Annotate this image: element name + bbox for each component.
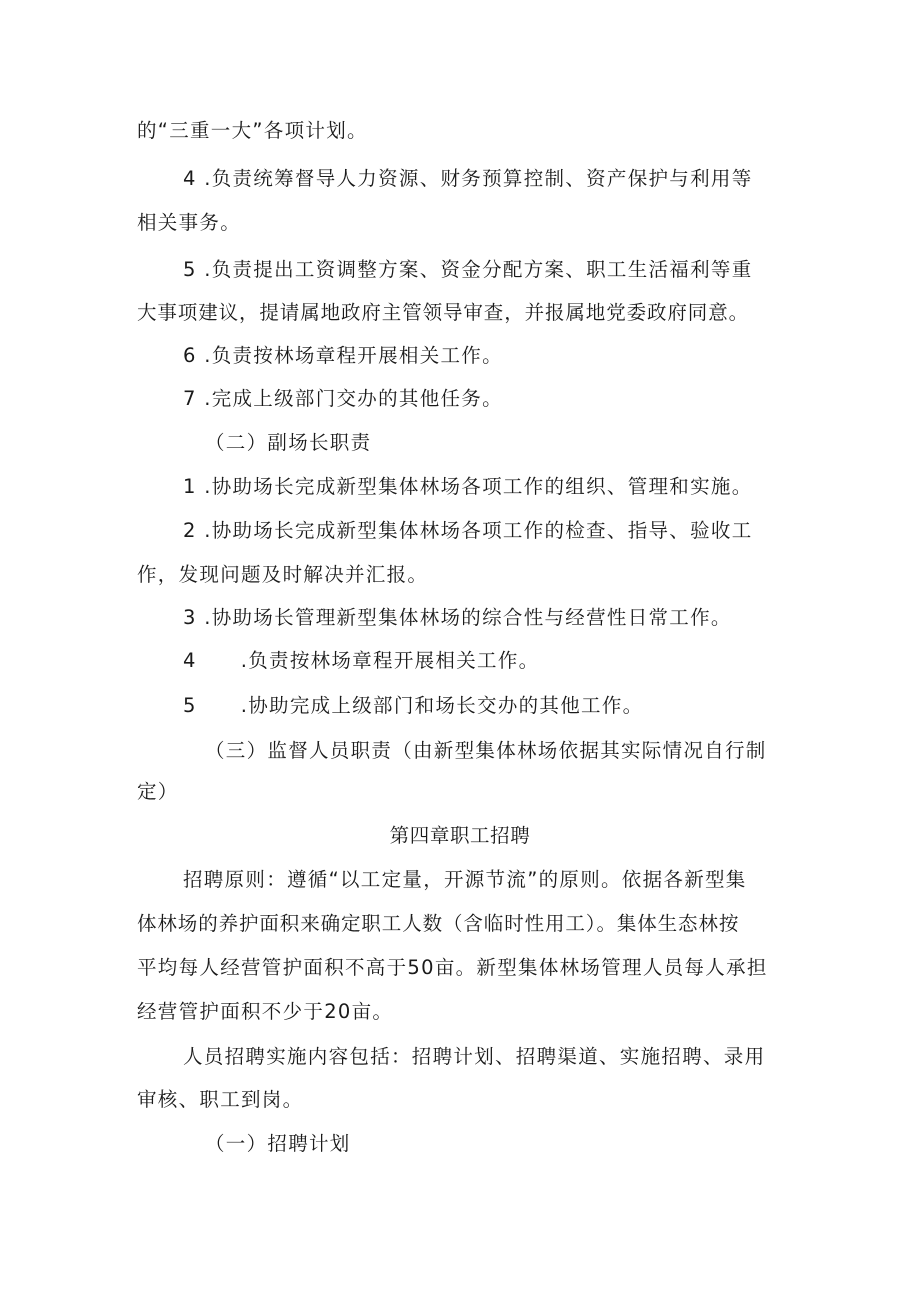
text-line: 作，发现问题及时解决并汇报。 [137,563,429,586]
list-item-5: 5 .负责提出工资调整方案、资金分配方案、职工生活福利等重 [183,258,753,281]
paragraph-line: 平均每人经营管护面积不高于50亩。新型集体林场管理人员每人承担 [137,956,768,979]
section-heading: （一）招聘计划 [205,1132,351,1155]
list-text: .协助完成上级部门和场长交办的其他工作。 [240,694,644,717]
paragraph-line: 招聘原则：遵循“以工定量，开源节流”的原则。依据各新型集 [183,868,747,891]
list-text: .负责按林场章程开展相关工作。 [240,649,540,672]
list-item-6: 6 .负责按林场章程开展相关工作。 [183,344,503,367]
list-item-4b [0,649,920,673]
section-heading: （三）监督人员职责（由新型集体林场依据其实际情况自行制 [205,739,767,762]
text-line: 大事项建议，提请属地政府主管领导审查，并报属地党委政府同意。 [137,301,750,324]
list-item-7: 7 .完成上级部门交办的其他任务。 [183,387,503,410]
text-line: 的“三重一大”各项计划。 [137,119,368,142]
list-item-5b [0,694,920,718]
section-heading: （二）副场长职责 [205,431,372,454]
list-item-3: 3 .协助场长管理新型集体林场的综合性与经营性日常工作。 [183,606,732,629]
list-item-1: 1 .协助场长完成新型集体林场各项工作的组织、管理和实施。 [183,475,753,498]
list-item-2: 2 .协助场长完成新型集体林场各项工作的检查、指导、验收工 [183,519,753,542]
paragraph-line: 人员招聘实施内容包括：招聘计划、招聘渠道、实施招聘、录用 [183,1045,766,1068]
chapter-title: 第四章职工招聘 [389,824,531,847]
paragraph-line: 体林场的养护面积来确定职工人数（含临时性用工）。集体生态林按 [137,912,740,935]
text-line: 相关事务。 [137,211,242,234]
list-item-4: 4 .负责统筹督导人力资源、财务预算控制、资产保护与利用等 [183,167,753,190]
list-number: 5 [183,694,197,717]
paragraph-line: 经营管护面积不少于20亩。 [137,1000,394,1023]
list-number: 4 [183,649,197,672]
text-line: 定） [137,780,179,803]
paragraph-line: 审核、职工到岗。 [137,1088,304,1111]
